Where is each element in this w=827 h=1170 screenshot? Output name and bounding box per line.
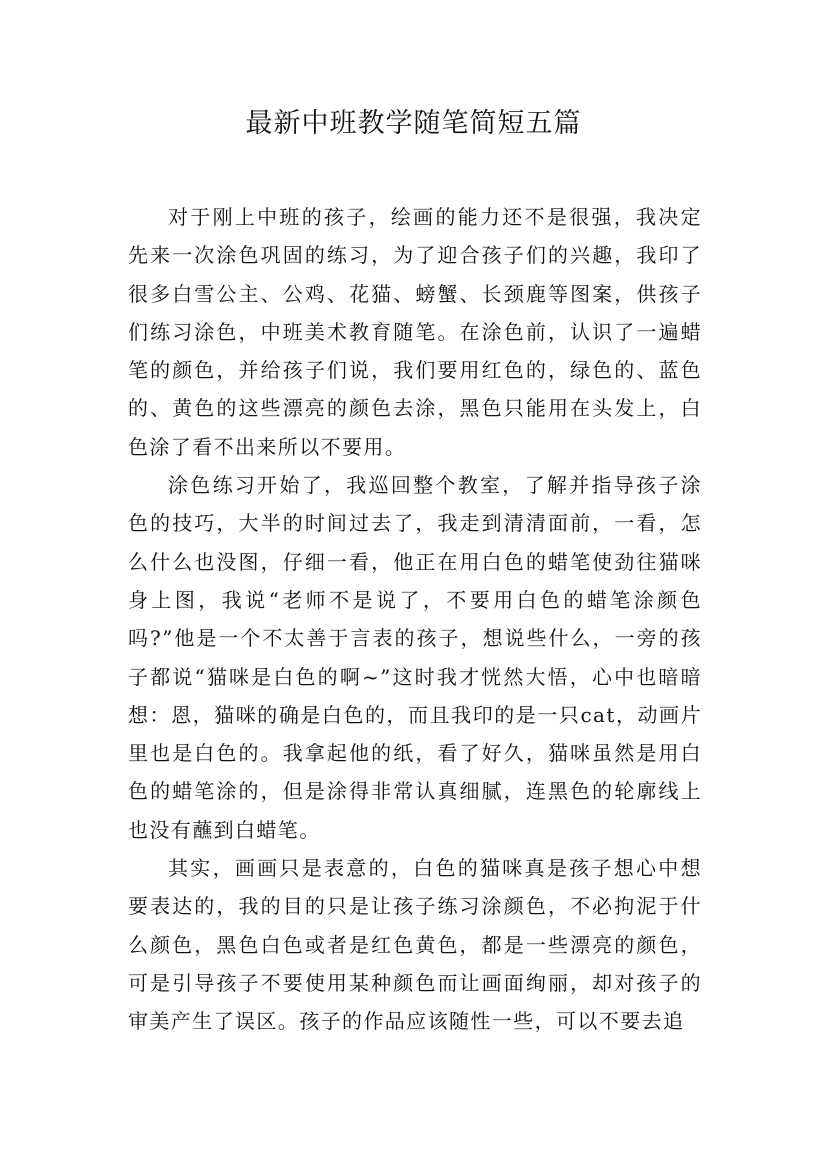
paragraph-1: 对于刚上中班的孩子，绘画的能力还不是很强，我决定先来一次涂色巩固的练习，为了迎合孩子们的兴趣，我印了很多白雪公主、公鸡、花猫、螃蟹、长颈鹿等图案，供孩子们练习涂色，中班美术教育随笔。在涂色前，认识了一遍蜡笔的颜色，并给孩子们说，我们要用红色的，绿色的、蓝色的、黄色的这些漂亮的颜色去涂，黑色只能用在头发上，白色涂了看不出来所以不要用。 xyxy=(128,205,702,459)
document-title: 最新中班教学随笔简短五篇 xyxy=(245,108,582,139)
paragraph-3: 其实，画画只是表意的，白色的猫咪真是孩子想心中想要表达的，我的目的只是让孩子练习涂颜色，不必拘泥于什么颜色，黑色白色或者是红色黄色，都是一些漂亮的颜色，可是引导孩子不要使用某种颜色而让画面绚丽，却对孩子的审美产生了误区。孩子的作品应该随性一些，可以不要去追 xyxy=(128,856,702,1034)
paragraph-2: 涂色练习开始了，我巡回整个教室，了解并指导孩子涂色的技巧，大半的时间过去了，我走到清清面前，一看，怎么什么也没图，仔细一看，他正在用白色的蜡笔使劲往猫咪身上图，我说“老师不是说了，不要用白色的蜡笔涂颜色吗?”他是一个不太善于言表的孩子，想说些什么，一旁的孩子都说“猫咪是白色的啊~”这时我才恍然大悟，心中也暗暗想：恩，猫咪的确是白色的，而且我印的是一只cat，动画片里也是白色的。我拿起他的纸，看了好久，猫咪虽然是用白色的蜡笔涂的，但是涂得非常认真细腻，连黑色的轮廓线上也没有蘸到白蜡笔。 xyxy=(128,473,702,842)
document-body xyxy=(128,198,702,1041)
